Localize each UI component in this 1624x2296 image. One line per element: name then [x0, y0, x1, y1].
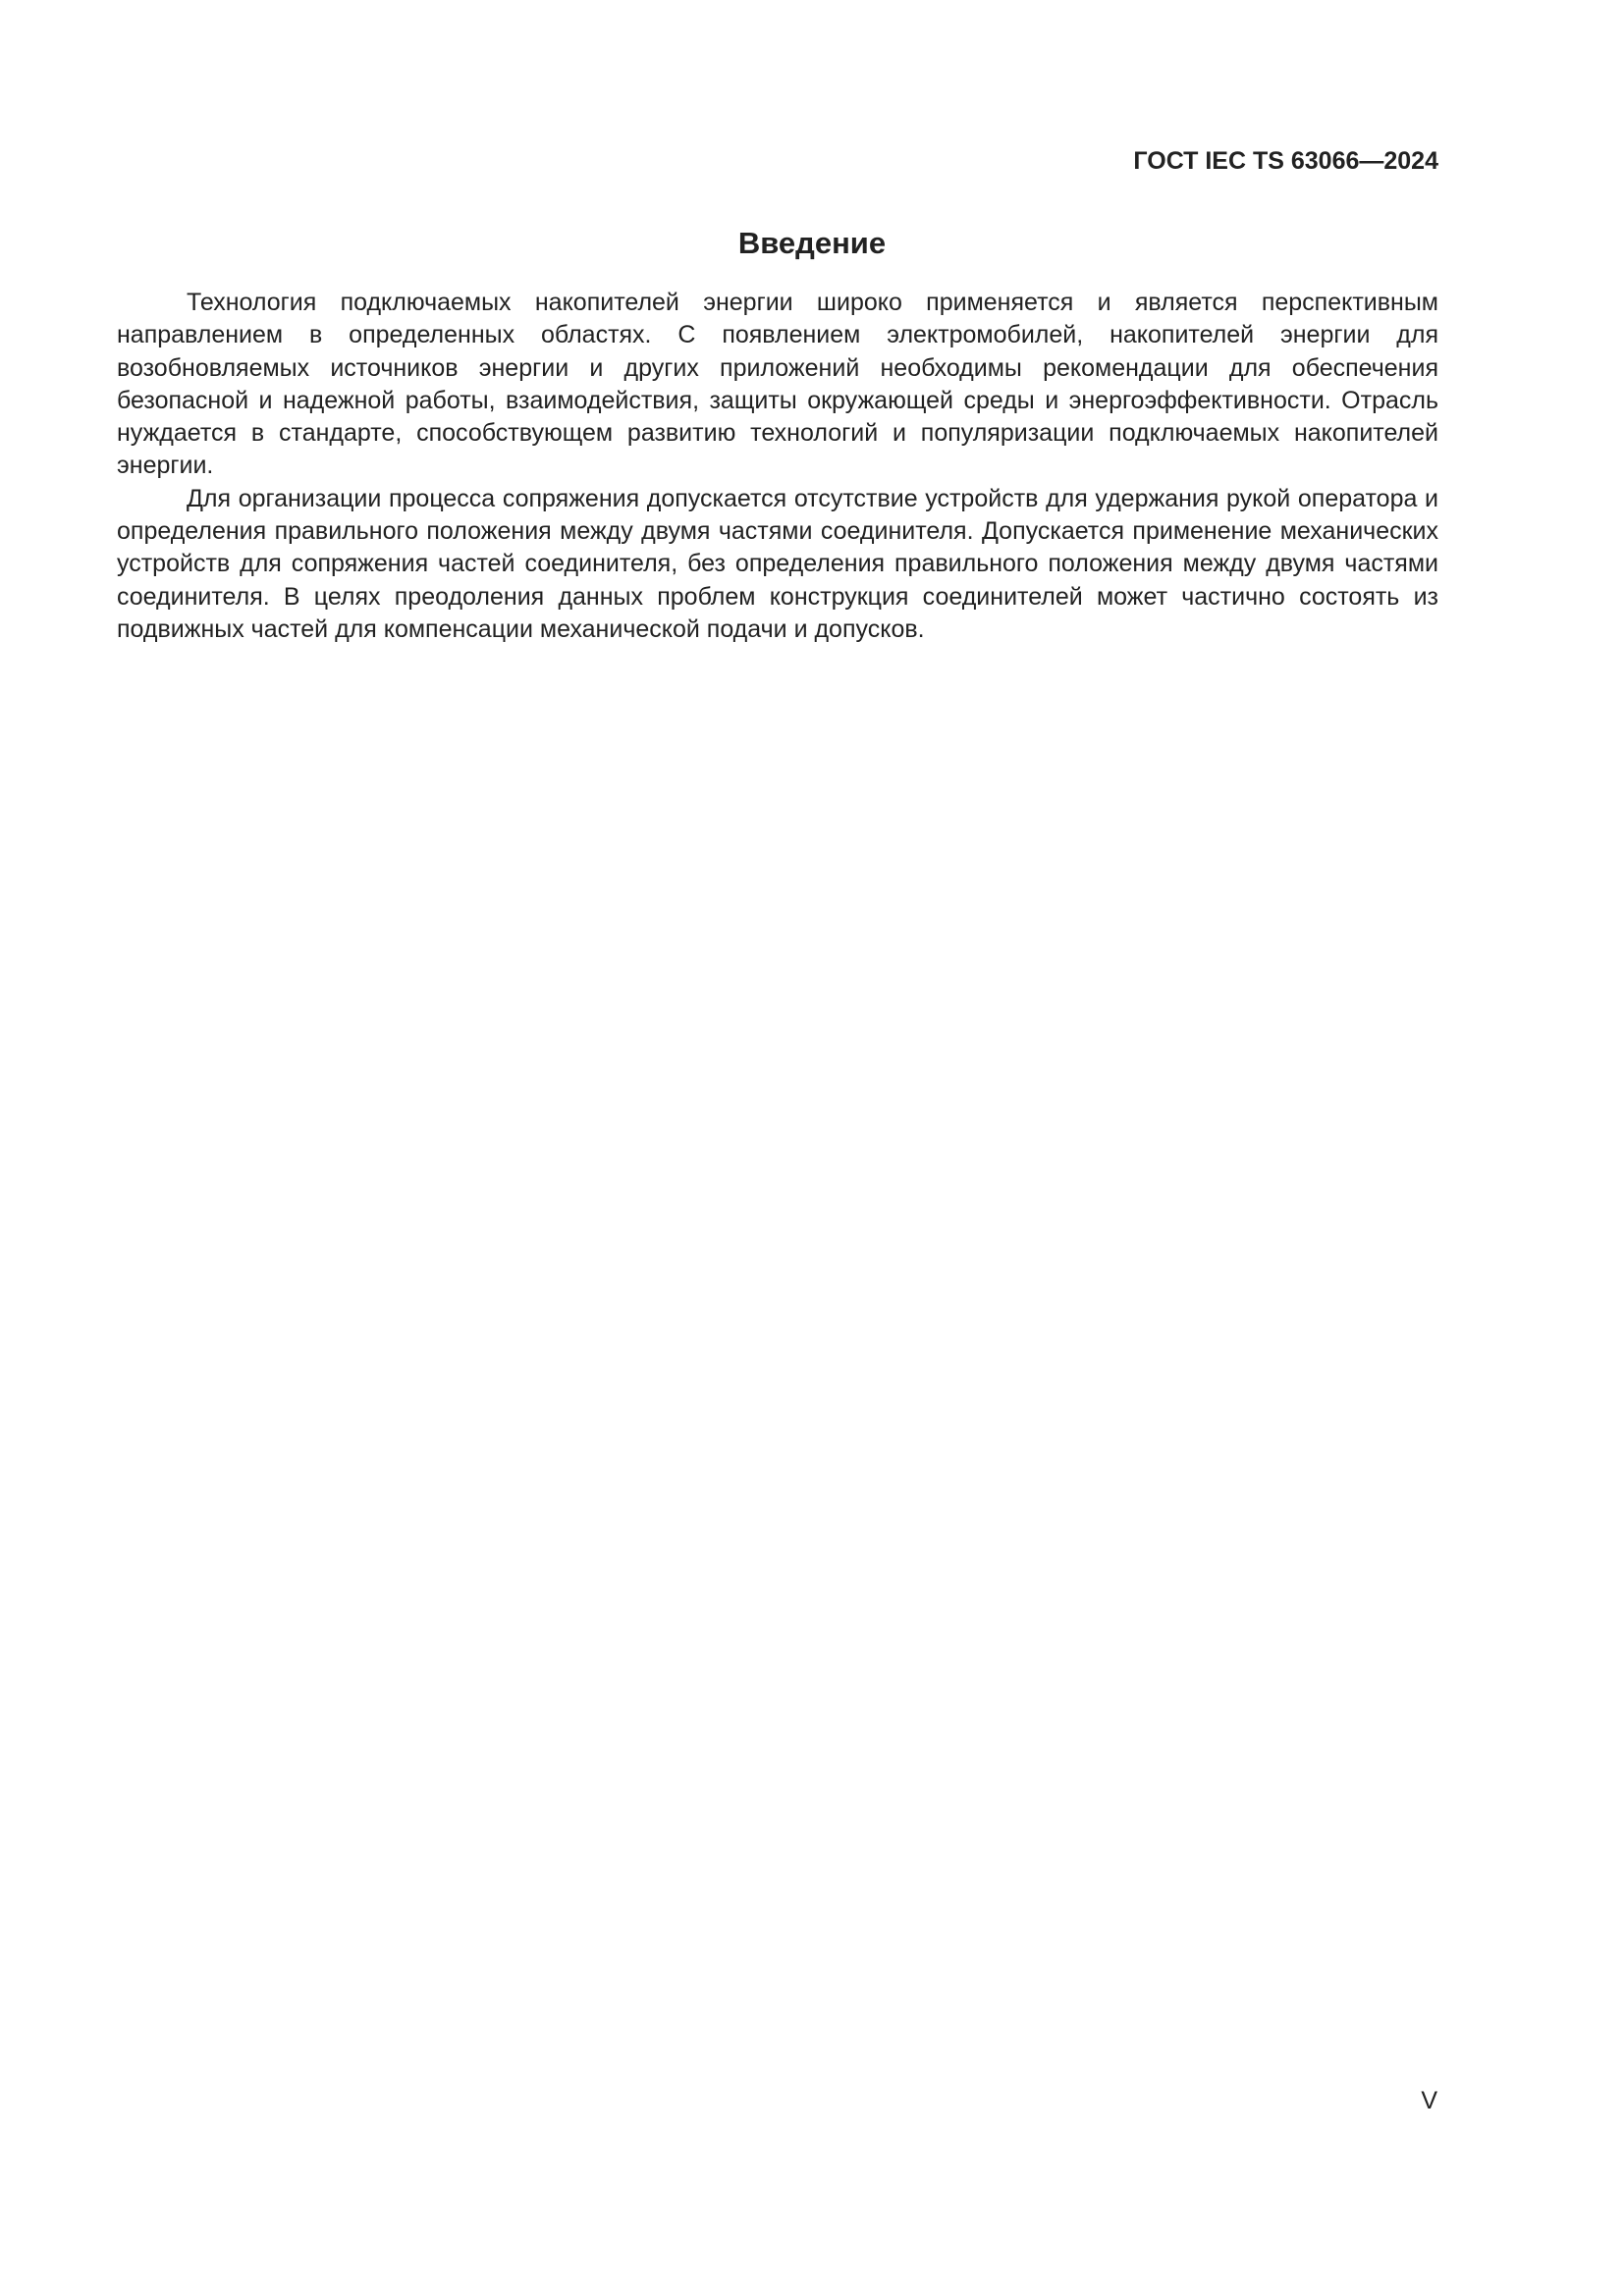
section-title: Введение — [737, 226, 887, 260]
body-text — [117, 287, 1438, 646]
standard-code-header: ГОСТ IEC TS 63066—2024 — [1133, 147, 1438, 175]
paragraph: Для организации процесса сопряжения допускается отсутствие устройств для удержания рукой оператора и определения правильного положения между двумя частями соединителя. Допускается применение механических устройств для сопряжения частей соединителя, без определения правильного положения между двумя частями соединителя. В целях преодоления данных проблем конструкция соединителей может частично состоять из подвижных частей для компенсации механической подачи и допусков. — [117, 484, 1438, 643]
page-number: V — [1421, 2087, 1437, 2114]
paragraph: Технология подключаемых накопителей энергии широко применяется и является перспективным направлением в определенных областях. С появлением электромобилей, накопителей энергии для возобновляемых источников энергии и других приложений необходимы рекомендации для обеспечения безопасной и надежной работы, взаимодействия, защиты окружающей среды и энергоэффективности. Отрасль нуждается в стандарте, способствующем развитию технологий и популяризации подключаемых накопителей энергии. — [117, 289, 1438, 480]
